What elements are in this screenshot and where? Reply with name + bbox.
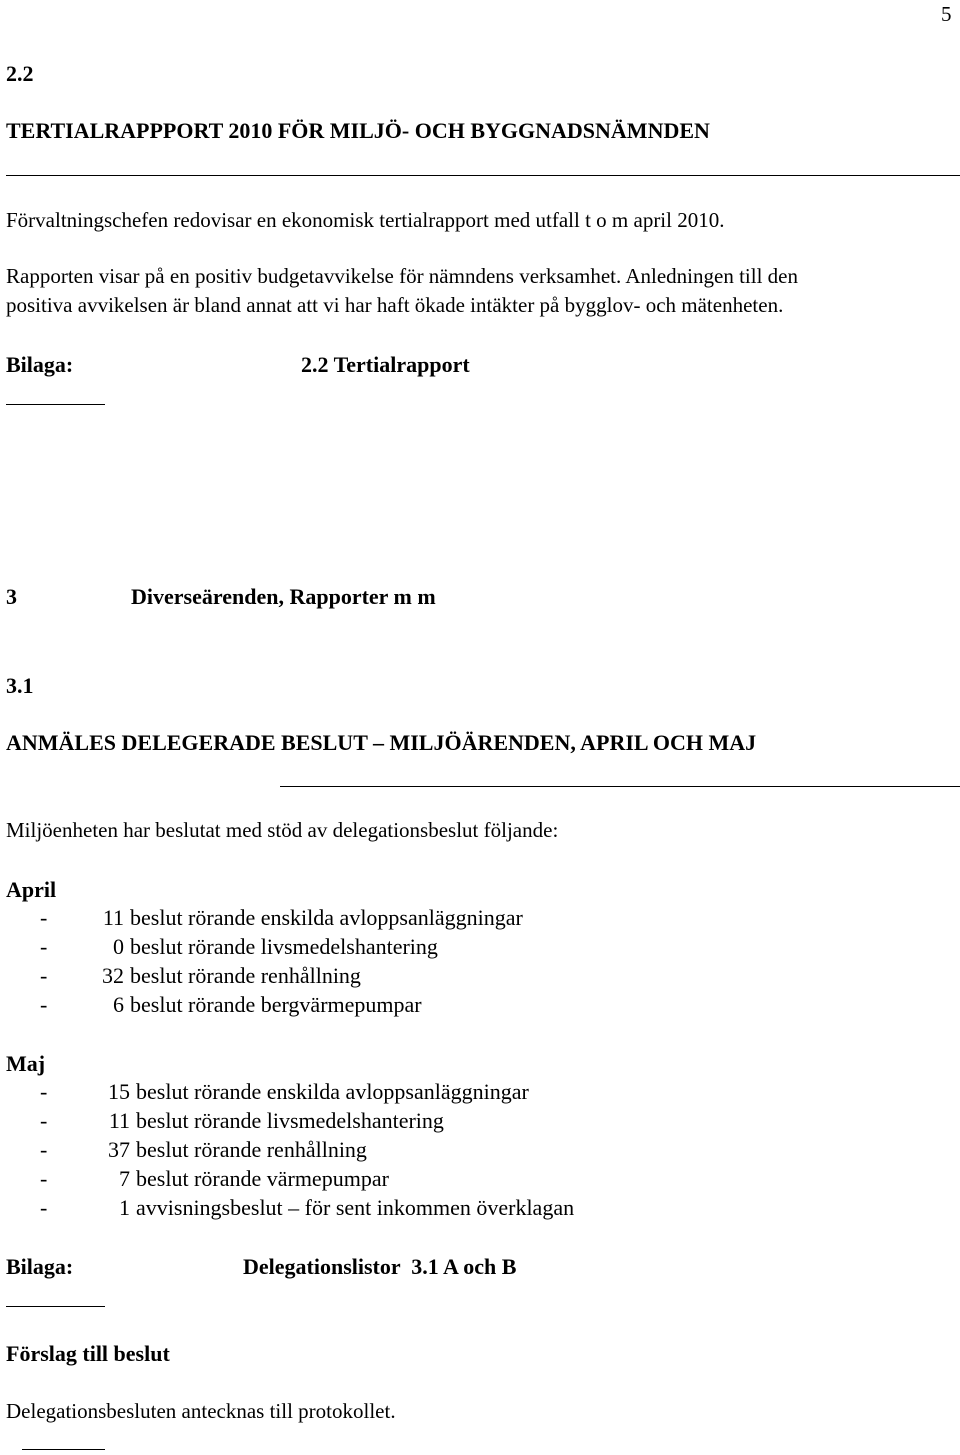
list-count: 1 [119, 1195, 130, 1220]
section-title-underline [6, 175, 960, 176]
list-item [40, 965, 740, 989]
section-title: TERTIALRAPPPORT 2010 FÖR MILJÖ- OCH BYGGNADSNÄMNDEN [6, 118, 710, 143]
forslag-text: Delegationsbesluten antecknas till protokollet. [6, 1399, 396, 1423]
list-dash: - [40, 1166, 48, 1191]
bilaga-value: Delegationslistor 3.1 A och B [243, 1254, 517, 1279]
list-count: 6 [113, 992, 124, 1017]
paragraph-line: positiva avvikelsen är bland annat att vi har haft ökade intäkter på bygglov- och mätenheten. [6, 293, 784, 317]
list-item [40, 1197, 740, 1221]
list-dash: - [40, 905, 48, 930]
section-title: ANMÄLES DELEGERADE BESLUT – MILJÖÄRENDEN, APRIL OCH MAJ [6, 730, 757, 755]
list-item [40, 1139, 740, 1163]
list-dash: - [40, 1137, 48, 1162]
bilaga-value: 2.2 Tertialrapport [301, 352, 470, 377]
list-item [40, 907, 740, 931]
list-text: beslut rörande enskilda avloppsanläggningar [130, 905, 523, 930]
page-number: 5 [941, 2, 952, 26]
list-dash: - [40, 992, 48, 1017]
maj-heading: Maj [6, 1051, 46, 1076]
list-count: 37 [108, 1137, 130, 1162]
list-count: 7 [119, 1166, 130, 1191]
list-count: 32 [102, 963, 124, 988]
list-text: beslut rörande bergvärmepumpar [130, 992, 422, 1017]
section-title-underline [280, 786, 960, 787]
bilaga-label: Bilaga: [6, 1254, 74, 1279]
paragraph-line: Rapporten visar på en positiv budgetavvikelse för nämndens verksamhet. Anledningen till den [6, 264, 798, 288]
list-dash: - [40, 963, 48, 988]
section-title: Diverseärenden, Rapporter m m [131, 584, 436, 609]
intro-text: Miljöenheten har beslutat med stöd av delegationsbeslut följande: [6, 818, 559, 842]
list-text: beslut rörande renhållning [130, 963, 361, 988]
section-number: 2.2 [6, 61, 34, 86]
paragraph: Förvaltningschefen redovisar en ekonomisk tertialrapport med utfall t o m april 2010. [6, 208, 725, 232]
list-count: 15 [108, 1079, 130, 1104]
list-item [40, 1110, 740, 1134]
april-heading: April [6, 877, 57, 902]
section-number: 3.1 [6, 673, 34, 698]
list-item [40, 994, 740, 1018]
list-count: 0 [113, 934, 124, 959]
bilaga-underline [6, 1306, 105, 1307]
list-text: beslut rörande livsmedelshantering [136, 1108, 444, 1133]
list-text: beslut rörande livsmedelshantering [130, 934, 438, 959]
list-item [40, 1168, 740, 1192]
bilaga-underline [6, 404, 105, 405]
list-text: beslut rörande enskilda avloppsanläggningar [136, 1079, 529, 1104]
list-dash: - [40, 1079, 48, 1104]
list-count: 11 [102, 905, 124, 930]
list-dash: - [40, 1195, 48, 1220]
list-text: beslut rörande värmepumpar [136, 1166, 389, 1191]
list-dash: - [40, 1108, 48, 1133]
bilaga-label: Bilaga: [6, 352, 74, 377]
forslag-heading: Förslag till beslut [6, 1341, 170, 1366]
list-item [40, 936, 740, 960]
list-dash: - [40, 934, 48, 959]
section-number: 3 [6, 584, 17, 609]
list-text: beslut rörande renhållning [136, 1137, 367, 1162]
list-item [40, 1081, 740, 1105]
list-text: avvisningsbeslut – för sent inkommen överklagan [136, 1195, 575, 1220]
forslag-underline [22, 1449, 105, 1450]
list-count: 11 [108, 1108, 130, 1133]
